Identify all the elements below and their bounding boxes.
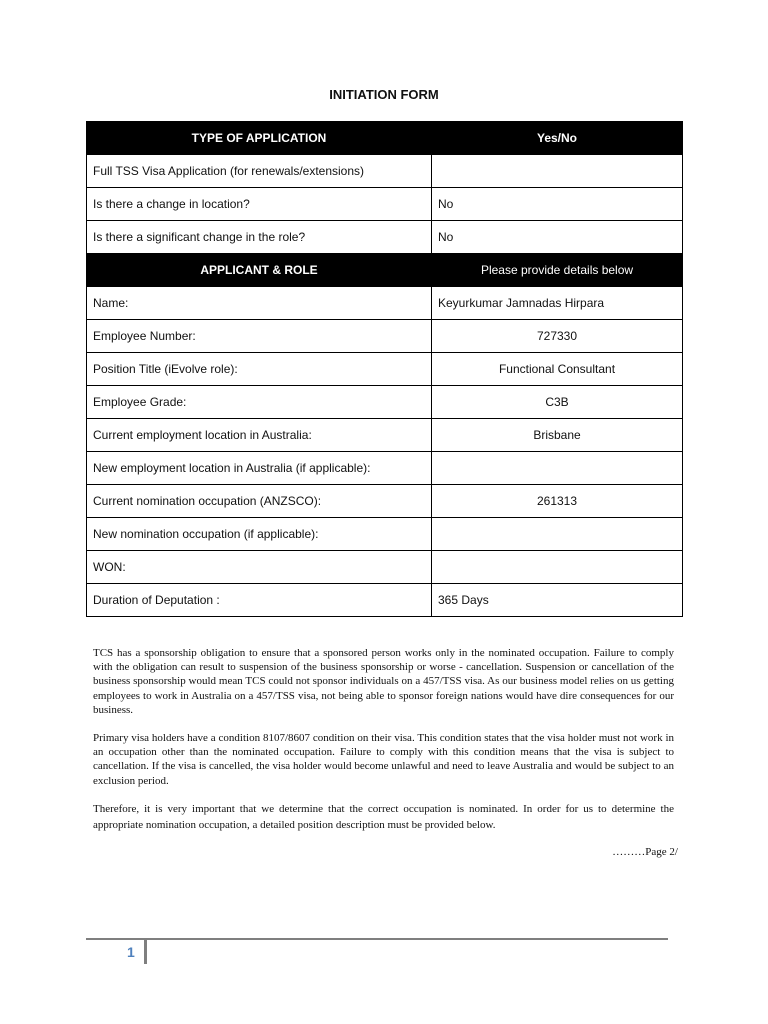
table-row (87, 452, 683, 485)
visa-condition-paragraph: Primary visa holders have a condition 8107/8607 condition on their visa. This condition states that the visa holder must not work in an occupation other than the nominated occupation. Failure to comply with this condition means that the visa is subject to cancellation. If the visa is cancelled, the visa holder would become unlawful and need to leave Australia and would be subject to an exclusion period. (93, 732, 674, 787)
initiation-form-table (86, 121, 683, 617)
current-occupation-value[interactable]: 261313 (432, 485, 683, 518)
table-row (87, 155, 683, 188)
row-label: Employee Number: (87, 320, 432, 353)
table-row (87, 188, 683, 221)
row-label: Is there a change in location? (87, 188, 432, 221)
duration-value[interactable]: 365 Days (432, 584, 683, 617)
row-label: Current employment location in Australia: (87, 419, 432, 452)
row-label: Full TSS Visa Application (for renewals/extensions) (87, 155, 432, 188)
position-title-value[interactable]: Functional Consultant (432, 353, 683, 386)
current-location-value[interactable]: Brisbane (432, 419, 683, 452)
form-title: INITIATION FORM (329, 87, 439, 102)
employee-grade-value[interactable]: C3B (432, 386, 683, 419)
table-row (87, 287, 683, 320)
table-row (87, 485, 683, 518)
row-label: New employment location in Australia (if applicable): (87, 452, 432, 485)
row-label: Position Title (iEvolve role): (87, 353, 432, 386)
table-row (87, 584, 683, 617)
type-of-application-header (87, 122, 683, 155)
type-of-application-heading: TYPE OF APPLICATION (87, 122, 432, 155)
page-number: 1 (127, 944, 135, 960)
applicant-role-heading: APPLICANT & ROLE (87, 254, 432, 287)
yes-no-heading: Yes/No (432, 122, 683, 155)
row-label: New nomination occupation (if applicable): (87, 518, 432, 551)
row-label: Current nomination occupation (ANZSCO): (87, 485, 432, 518)
name-value[interactable]: Keyurkumar Jamnadas Hirpara (432, 287, 683, 320)
table-row (87, 551, 683, 584)
applicant-role-header (87, 254, 683, 287)
footer-divider (86, 938, 668, 940)
row-value-full-tss[interactable] (432, 155, 683, 188)
details-heading: Please provide details below (432, 254, 683, 287)
new-location-value[interactable] (432, 452, 683, 485)
table-row (87, 518, 683, 551)
row-label: WON: (87, 551, 432, 584)
row-label: Name: (87, 287, 432, 320)
table-row (87, 221, 683, 254)
row-label: Is there a significant change in the role? (87, 221, 432, 254)
row-value-change-location[interactable]: No (432, 188, 683, 221)
won-value[interactable] (432, 551, 683, 584)
footer-vertical-bar (144, 940, 147, 964)
page-reference: ………Page 2/ (612, 846, 678, 858)
table-row (87, 419, 683, 452)
table-row (87, 353, 683, 386)
new-occupation-value[interactable] (432, 518, 683, 551)
occupation-paragraph: Therefore, it is very important that we determine that the correct occupation is nominated. In order for us to determine the appropriate nomination occupation, a detailed position description must be provided below. (93, 803, 674, 831)
row-label: Employee Grade: (87, 386, 432, 419)
sponsorship-paragraph: TCS has a sponsorship obligation to ensure that a sponsored person works only in the nominated occupation. Failure to comply with the obligation can result to suspension of the business sponsorship or worse - cancellation. Suspension or cancellation of the business sponsorship would mean TCS could not sponsor individuals on a 457/TSS visa. As our business model relies on us getting employees to work in Australia on a 457/TSS visa, not being able to sponsor foreign nations would have dire consequences for our business. (93, 647, 674, 716)
row-label: Duration of Deputation : (87, 584, 432, 617)
table-row (87, 386, 683, 419)
table-row (87, 320, 683, 353)
row-value-change-role[interactable]: No (432, 221, 683, 254)
employee-number-value[interactable]: 727330 (432, 320, 683, 353)
